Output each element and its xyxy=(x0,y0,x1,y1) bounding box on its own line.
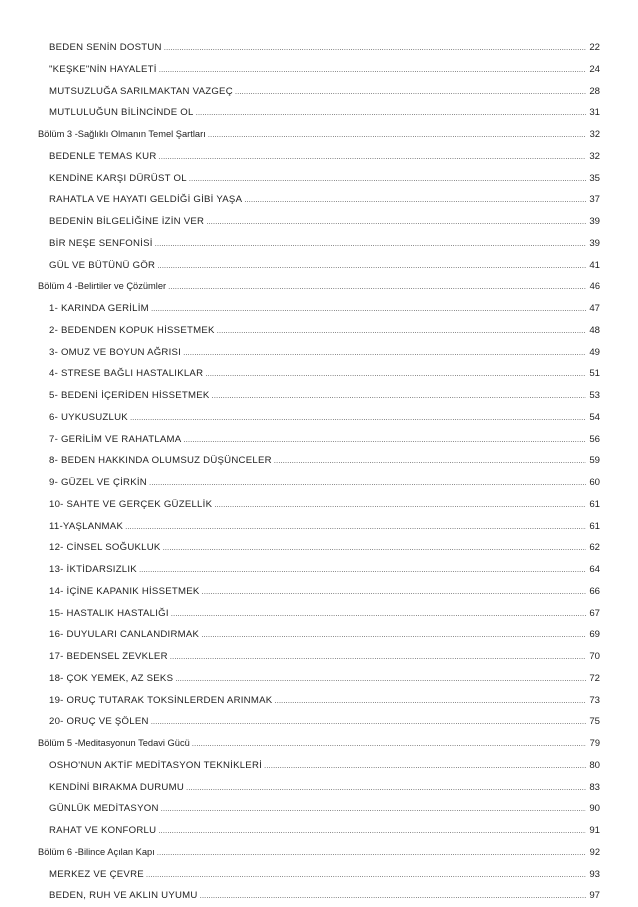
dot-leader xyxy=(164,37,586,59)
dot-leader xyxy=(171,603,586,625)
toc-page-number: 48 xyxy=(589,324,600,336)
toc-chapter-row[interactable] xyxy=(38,276,600,298)
dot-leader xyxy=(205,363,586,385)
toc-page-number: 90 xyxy=(589,803,600,815)
toc-entry-row[interactable] xyxy=(38,37,600,59)
toc-page-number: 64 xyxy=(589,564,600,575)
toc-page-number: 62 xyxy=(589,542,600,554)
toc-page-number: 46 xyxy=(589,281,600,292)
dot-leader xyxy=(214,494,586,516)
dot-leader xyxy=(189,168,586,190)
dot-leader xyxy=(235,81,586,103)
dot-leader xyxy=(155,233,586,255)
toc-page-number: 32 xyxy=(589,129,600,139)
dot-leader xyxy=(146,864,586,886)
toc-entry-title: Bölüm 5 -Meditasyonun Tedavi Gücü xyxy=(38,738,190,748)
toc-page-number: 92 xyxy=(589,846,600,857)
dot-leader xyxy=(130,407,586,429)
dot-leader xyxy=(183,429,586,451)
toc-entry-title: 6- UYKUSUZLUK xyxy=(49,411,128,423)
dot-leader xyxy=(274,450,586,472)
toc-entry-title: 5- BEDENİ İÇERİDEN HİSSETMEK xyxy=(49,390,210,401)
toc-entry-row[interactable] xyxy=(38,820,600,842)
toc-entry-title: 11-YAŞLANMAK xyxy=(49,520,124,532)
toc-entry-title: 20- ORUÇ VE ŞÖLEN xyxy=(49,716,149,728)
toc-entry-title: 12- CİNSEL SOĞUKLUK xyxy=(49,542,161,554)
toc-entry-row[interactable] xyxy=(38,59,600,81)
toc-page-number: 22 xyxy=(589,42,600,53)
toc-entry-title: BEDENİN BİLGELİĞİNE İZİN VER xyxy=(49,216,205,227)
toc-entry-row[interactable] xyxy=(38,537,600,559)
dot-leader xyxy=(202,581,586,603)
toc-entry-title: 15- HASTALIK HASTALIĞI xyxy=(49,607,169,619)
toc-page-number: 54 xyxy=(589,411,600,423)
toc-chapter-row[interactable] xyxy=(38,733,600,755)
toc-entry-title: MUTSUZLUĞA SARILMAKTAN VAZGEÇ xyxy=(49,85,233,97)
dot-leader xyxy=(274,690,586,712)
toc-entry-title: 8- BEDEN HAKKINDA OLUMSUZ DÜŞÜNCELER xyxy=(49,455,272,467)
toc-entry-title: 19- ORUÇ TUTARAK TOKSİNLERDEN ARINMAK xyxy=(49,694,273,706)
dot-leader xyxy=(163,537,586,559)
toc-page-number: 80 xyxy=(589,759,600,771)
toc-entry-title: 1- KARINDA GERİLİM xyxy=(49,303,149,314)
toc-entry-title: 18- ÇOK YEMEK, AZ SEKS xyxy=(49,672,174,684)
dot-leader xyxy=(217,320,586,342)
dot-leader xyxy=(192,733,586,755)
table-of-contents xyxy=(38,37,600,907)
toc-page-number: 37 xyxy=(589,194,600,206)
toc-page-number: 41 xyxy=(589,259,600,271)
toc-entry-row[interactable] xyxy=(38,798,600,820)
dot-leader xyxy=(151,711,586,733)
toc-page-number: 79 xyxy=(589,738,600,748)
toc-page-number: 56 xyxy=(589,433,600,445)
toc-entry-row[interactable] xyxy=(38,755,600,777)
dot-leader xyxy=(125,516,586,538)
toc-page-number: 39 xyxy=(589,237,600,249)
toc-entry-row[interactable] xyxy=(38,363,600,385)
toc-page-number: 39 xyxy=(589,216,600,227)
dot-leader xyxy=(170,646,586,668)
toc-entry-row[interactable] xyxy=(38,603,600,625)
toc-page-number: 49 xyxy=(589,346,600,358)
toc-entry-title: 13- İKTİDARSIZLIK xyxy=(49,564,137,575)
dot-leader xyxy=(186,777,586,799)
dot-leader xyxy=(175,668,586,690)
toc-entry-row[interactable] xyxy=(38,559,600,581)
toc-page-number: 24 xyxy=(589,63,600,75)
dot-leader xyxy=(158,820,586,842)
toc-entry-row[interactable] xyxy=(38,385,600,407)
toc-entry-title: 7- GERİLİM VE RAHATLAMA xyxy=(49,433,182,445)
toc-page-number: 59 xyxy=(589,455,600,467)
toc-page-number: 75 xyxy=(589,716,600,728)
dot-leader xyxy=(201,624,586,646)
dot-leader xyxy=(159,146,587,168)
toc-entry-row[interactable] xyxy=(38,711,600,733)
toc-entry-row[interactable] xyxy=(38,885,600,907)
dot-leader xyxy=(212,385,586,407)
toc-entry-row[interactable] xyxy=(38,450,600,472)
toc-entry-title: 3- OMUZ VE BOYUN AĞRISI xyxy=(49,346,182,358)
toc-page-number: 91 xyxy=(589,825,600,836)
toc-entry-row[interactable] xyxy=(38,342,600,364)
toc-entry-title: 2- BEDENDEN KOPUK HİSSETMEK xyxy=(49,324,215,336)
toc-entry-title: 16- DUYULARI CANLANDIRMAK xyxy=(49,629,200,641)
toc-entry-row[interactable] xyxy=(38,255,600,277)
toc-page-number: 47 xyxy=(589,303,600,314)
toc-entry-title: Bölüm 4 -Belirtiler ve Çözümler xyxy=(38,281,167,292)
toc-entry-title: BEDEN SENİN DOSTUN xyxy=(49,42,162,53)
dot-leader xyxy=(244,189,586,211)
toc-entry-title: RAHATLA VE HAYATI GELDİĞİ GİBİ YAŞA xyxy=(49,194,243,206)
toc-page-number: 73 xyxy=(589,694,600,706)
dot-leader xyxy=(151,298,586,320)
toc-entry-row[interactable] xyxy=(38,189,600,211)
toc-entry-title: BİR NEŞE SENFONİSİ xyxy=(49,237,153,249)
toc-chapter-row[interactable] xyxy=(38,124,600,146)
toc-page-number: 61 xyxy=(589,520,600,532)
dot-leader xyxy=(149,472,586,494)
dot-leader xyxy=(159,59,586,81)
toc-entry-title: KENDİNİ BIRAKMA DURUMU xyxy=(49,781,185,793)
toc-entry-row[interactable] xyxy=(38,407,600,429)
toc-entry-row[interactable] xyxy=(38,777,600,799)
dot-leader xyxy=(196,102,586,124)
dot-leader xyxy=(161,798,586,820)
dot-leader xyxy=(168,276,586,298)
toc-page-number: 31 xyxy=(589,107,600,119)
toc-page-number: 61 xyxy=(589,498,600,510)
toc-entry-row[interactable] xyxy=(38,102,600,124)
toc-entry-row[interactable] xyxy=(38,146,600,168)
toc-entry-row[interactable] xyxy=(38,429,600,451)
toc-entry-title: GÜNLÜK MEDİTASYON xyxy=(49,803,159,815)
toc-page-number: 67 xyxy=(589,607,600,619)
toc-entry-title: GÜL VE BÜTÜNÜ GÖR xyxy=(49,259,156,271)
toc-entry-title: 14- İÇİNE KAPANIK HİSSETMEK xyxy=(49,585,200,597)
toc-page-number: 69 xyxy=(589,629,600,641)
toc-page-number: 72 xyxy=(589,672,600,684)
toc-entry-title: MERKEZ VE ÇEVRE xyxy=(49,868,144,880)
toc-page-number: 93 xyxy=(589,868,600,880)
toc-page-number: 83 xyxy=(589,781,600,793)
dot-leader xyxy=(206,211,586,233)
toc-entry-row[interactable] xyxy=(38,668,600,690)
toc-page-number: 53 xyxy=(589,390,600,401)
toc-entry-title: 4- STRESE BAĞLI HASTALIKLAR xyxy=(49,368,204,380)
toc-page-number: 60 xyxy=(589,477,600,488)
dot-leader xyxy=(200,885,586,907)
toc-entry-row[interactable] xyxy=(38,864,600,886)
toc-entry-title: MUTLULUĞUN BİLİNCİNDE OL xyxy=(49,107,194,119)
dot-leader xyxy=(183,342,586,364)
toc-entry-title: BEDENLE TEMAS KUR xyxy=(49,150,157,162)
toc-page-number: 51 xyxy=(589,368,600,380)
toc-entry-row[interactable] xyxy=(38,624,600,646)
toc-entry-title: 10- SAHTE VE GERÇEK GÜZELLİK xyxy=(49,498,213,510)
dot-leader xyxy=(157,255,586,277)
dot-leader xyxy=(264,755,586,777)
toc-entry-row[interactable] xyxy=(38,211,600,233)
toc-entry-row[interactable] xyxy=(38,516,600,538)
toc-entry-row[interactable] xyxy=(38,472,600,494)
dot-leader xyxy=(208,124,586,146)
toc-entry-row[interactable] xyxy=(38,646,600,668)
toc-entry-title: Bölüm 3 -Sağlıklı Olmanın Temel Şartları xyxy=(38,129,206,139)
toc-entry-title: OSHO'NUN AKTİF MEDİTASYON TEKNİKLERİ xyxy=(49,759,263,771)
dot-leader xyxy=(157,842,586,864)
toc-entry-title: BEDEN, RUH VE AKLIN UYUMU xyxy=(49,890,198,902)
toc-entry-row[interactable] xyxy=(38,320,600,342)
toc-entry-title: RAHAT VE KONFORLU xyxy=(49,825,157,836)
toc-page-number: 32 xyxy=(589,150,600,162)
toc-entry-row[interactable] xyxy=(38,690,600,712)
toc-entry-row[interactable] xyxy=(38,298,600,320)
toc-entry-title: 17- BEDENSEL ZEVKLER xyxy=(49,651,168,662)
toc-entry-row[interactable] xyxy=(38,494,600,516)
toc-page-number: 97 xyxy=(589,890,600,902)
toc-entry-row[interactable] xyxy=(38,581,600,603)
toc-page-number: 70 xyxy=(589,651,600,662)
toc-entry-title: 9- GÜZEL VE ÇİRKİN xyxy=(49,477,147,488)
toc-page-number: 35 xyxy=(589,172,600,184)
toc-entry-title: "KEŞKE"NİN HAYALETİ xyxy=(49,63,157,75)
dot-leader xyxy=(139,559,586,581)
toc-chapter-row[interactable] xyxy=(38,842,600,864)
toc-entry-row[interactable] xyxy=(38,233,600,255)
toc-entry-row[interactable] xyxy=(38,81,600,103)
toc-entry-row[interactable] xyxy=(38,168,600,190)
toc-entry-title: KENDİNE KARŞI DÜRÜST OL xyxy=(49,172,187,184)
toc-entry-title: Bölüm 6 -Bilince Açılan Kapı xyxy=(38,846,155,857)
toc-page-number: 66 xyxy=(589,585,600,597)
toc-page-number: 28 xyxy=(589,85,600,97)
